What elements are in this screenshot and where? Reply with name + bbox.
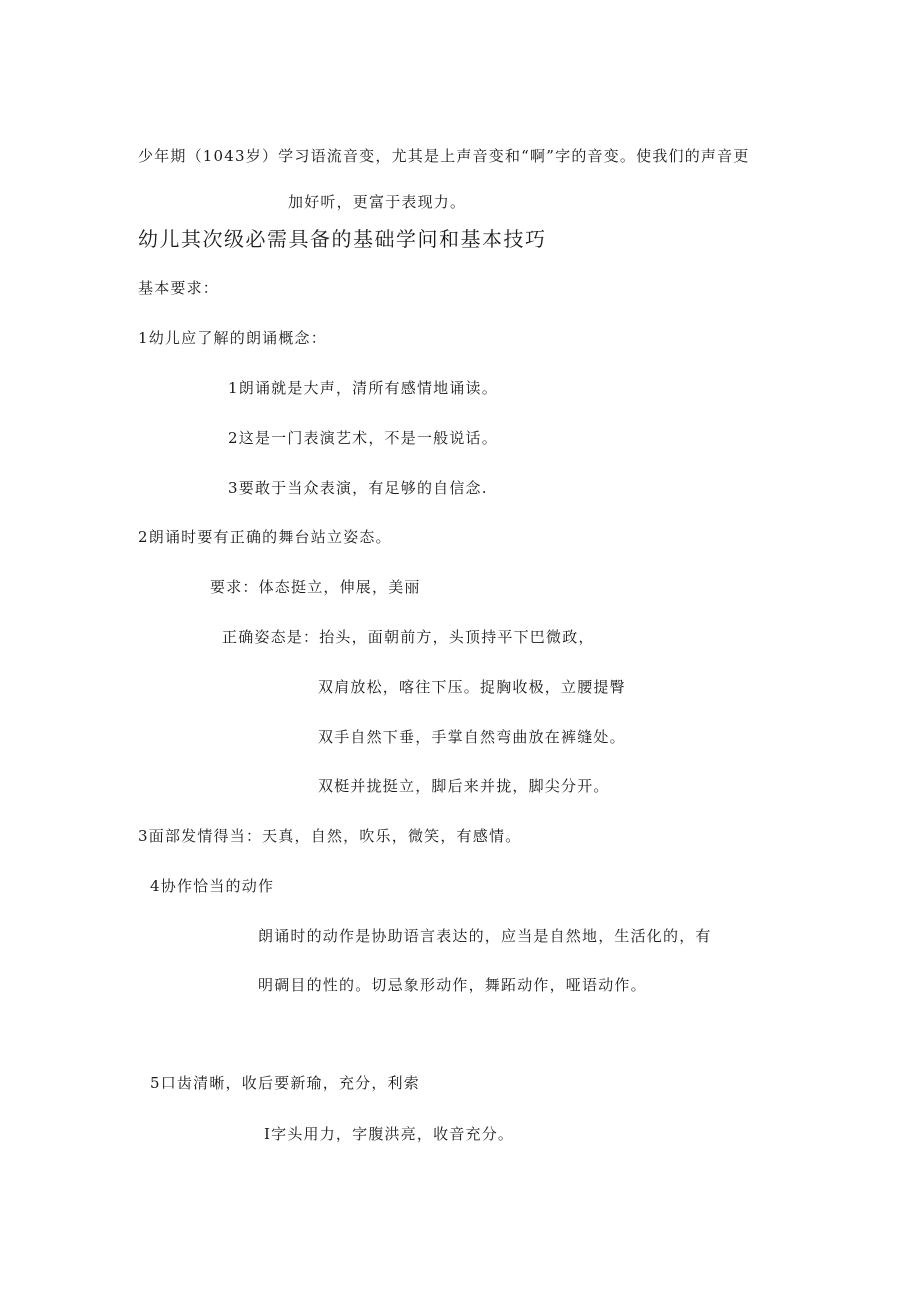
section-2-posture: 正确姿态是：抬头，面朝前方，头顶持平下巴微政， — [222, 628, 595, 646]
intro-line-1: 少年期（1043岁）学习语流音变，尤其是上声音变和“啊”字的音变。使我们的声音更 — [138, 147, 750, 165]
section-1-title: 1幼儿应了解的朗诵概念： — [138, 329, 327, 347]
page-heading: 幼儿其次级必需具备的基础学问和基本技巧 — [138, 227, 547, 251]
section-4-line-2: 明碉目的性的。切忌象形动作，舞跖动作，哑语动作。 — [258, 976, 647, 994]
intro-line-2: 加好听，更富于表现力。 — [288, 193, 467, 211]
section-1-item-3: 3要敢于当众表演，有足够的自信念. — [228, 479, 488, 497]
section-1-item-2: 2这是一门表演艺术，不是一般说话。 — [228, 429, 498, 447]
section-2-line-3: 双梃并拢挺立，脚后来并拢，脚尖分开。 — [318, 777, 610, 795]
section-3-title: 3面部发情得当：天真，自然，吹乐，微笑，有感情。 — [138, 827, 522, 845]
section-4-line-1: 朗诵时的动作是协助语言表达的，应当是自然地，生活化的，有 — [258, 927, 712, 945]
section-5-item: I字头用力，字腹洪亮，收音充分。 — [264, 1125, 515, 1143]
section-2-title: 2朗诵时要有正确的舞台站立姿态。 — [138, 528, 392, 546]
basic-requirements-label: 基本要求： — [138, 279, 220, 297]
section-2-line-1: 双肩放松，喀往下压。捉胸收极，立腰提臀 — [318, 678, 626, 696]
section-4-title: 4协作恰当的动作 — [150, 877, 275, 895]
section-1-item-1: 1朗诵就是大声，清所有感情地诵读。 — [228, 379, 498, 397]
section-2-line-2: 双手自然下垂，手掌自然弯曲放在裤缝处。 — [318, 728, 626, 746]
section-2-requirement: 要求：体态挺立，伸展，美丽 — [210, 578, 421, 596]
section-5-title: 5口齿清晰，收后要新瑜，充分，利索 — [150, 1074, 420, 1092]
